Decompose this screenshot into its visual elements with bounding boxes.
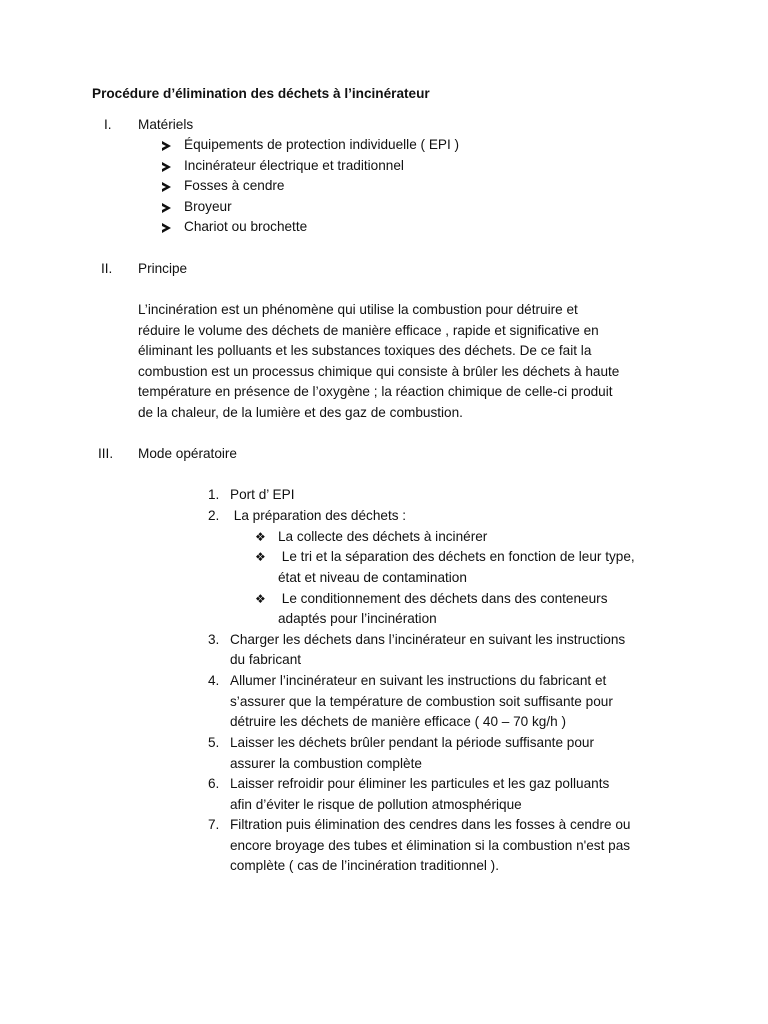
step-number: 7. — [208, 817, 220, 832]
step-number: 6. — [208, 776, 220, 791]
section-heading-mode-operatoire: Mode opératoire — [138, 446, 237, 461]
section-heading-principe: Principe — [138, 261, 188, 276]
paragraph-line: éliminant les polluants et les substances toxiques des déchets. De ce fait la — [138, 343, 592, 358]
substep-line: La collecte des déchets à incinérer — [278, 529, 488, 544]
step-line: Laisser les déchets brûler pendant la période suffisante pour — [230, 735, 594, 750]
material-item: Incinérateur électrique et traditionnel — [184, 158, 404, 173]
section-heading-materiels: Matériels — [138, 117, 194, 132]
material-item: Équipements de protection individuelle ( EPI ) — [184, 137, 460, 152]
paragraph-line: réduire le volume des déchets de manière efficace , rapide et significative en — [138, 323, 599, 338]
step-line: Charger les déchets dans l’incinérateur en suivant les instructions — [230, 632, 626, 647]
arrow-bullet-icon — [162, 223, 171, 233]
step-line: détruire les déchets de manière efficace ( 40 – 70 kg/h ) — [230, 714, 567, 729]
paragraph-line: température en présence de l’oxygène ; la réaction chimique de celle-ci produit — [138, 384, 613, 399]
step-number: 1. — [208, 487, 220, 502]
material-item: Fosses à cendre — [184, 178, 285, 193]
paragraph-line: L’incinération est un phénomène qui utilise la combustion pour détruire et — [138, 302, 578, 317]
material-item: Broyeur — [184, 199, 232, 214]
arrow-bullet-icon — [162, 203, 171, 213]
document-title: Procédure d’élimination des déchets à l’incinérateur — [92, 86, 430, 101]
section-numeral-2: II. — [101, 261, 113, 276]
arrow-bullet-icon — [162, 162, 171, 172]
substep-line: adaptés pour l’incinération — [278, 611, 437, 626]
substep-line: état et niveau de contamination — [278, 570, 467, 585]
material-item: Chariot ou brochette — [184, 219, 308, 234]
section-numeral-1: I. — [104, 117, 112, 132]
step-line: encore broyage des tubes et élimination si la combustion n'est pas — [230, 838, 631, 853]
diamond-bullet-icon: ❖ — [255, 592, 266, 606]
step-line: afin d’éviter le risque de pollution atmosphérique — [230, 797, 522, 812]
step-line: du fabricant — [230, 652, 302, 667]
arrow-bullet-icon — [162, 182, 171, 192]
diamond-bullet-icon: ❖ — [255, 530, 266, 544]
step-line: La préparation des déchets : — [230, 508, 407, 523]
step-line: assurer la combustion complète — [230, 756, 422, 771]
step-line: Filtration puis élimination des cendres dans les fosses à cendre ou — [230, 817, 631, 832]
step-number: 5. — [208, 735, 220, 750]
paragraph-line: de la chaleur, de la lumière et des gaz de combustion. — [138, 405, 463, 420]
step-line: complète ( cas de l’incinération traditionnel ). — [230, 858, 499, 873]
step-line: Allumer l’incinérateur en suivant les instructions du fabricant et — [230, 673, 607, 688]
paragraph-line: combustion est un processus chimique qui consiste à brûler les déchets à haute — [138, 364, 620, 379]
step-line: Laisser refroidir pour éliminer les particules et les gaz polluants — [230, 776, 610, 791]
arrow-bullet-icon — [162, 141, 171, 151]
substep-line: Le conditionnement des déchets dans des conteneurs — [278, 591, 608, 606]
substep-line: Le tri et la séparation des déchets en fonction de leur type, — [278, 549, 635, 564]
diamond-bullet-icon: ❖ — [255, 550, 266, 564]
step-number: 2. — [208, 508, 220, 523]
step-line: Port d’ EPI — [230, 487, 295, 502]
step-line: s’assurer que la température de combustion soit suffisante pour — [230, 694, 613, 709]
step-number: 4. — [208, 673, 220, 688]
section-numeral-3: III. — [98, 446, 114, 461]
step-number: 3. — [208, 632, 220, 647]
